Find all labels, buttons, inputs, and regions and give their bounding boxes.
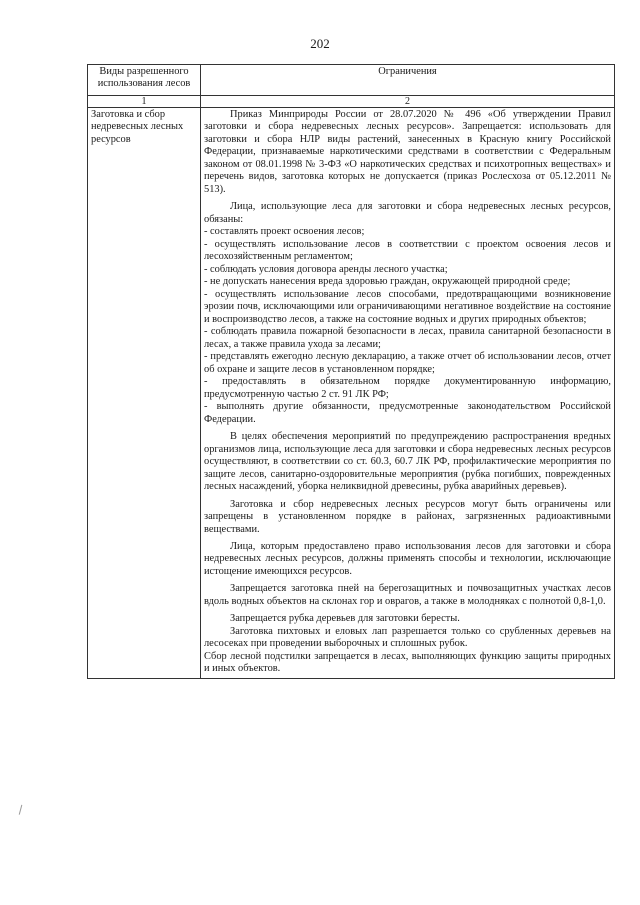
forest-use-kind: Заготовка и сбор недревесных лесных ресурсов (88, 108, 201, 679)
obligation-item: - представлять ежегодно лесную декларацию, а также отчет об использовании лесов, отчет об охране и защите лесов в установленном порядке; (204, 351, 611, 375)
obligation-item: - не допускать нанесения вреда здоровью граждан, окружающей природной среде; (204, 276, 571, 288)
paragraph-obligations-intro: Лица, использующие леса для заготовки и сбора недревесных лесных ресурсов, обязаны: (204, 201, 611, 225)
paragraph-resource-depletion: Лица, которым предоставлено право использования лесов для заготовки и сбора недревесных лесных ресурсов, должны применять способы и технологии, исключающие истощение имеющихся ресурсов. (204, 540, 611, 577)
restrictions-table (87, 64, 615, 679)
obligation-item: - осуществлять использование лесов в соответствии с проектом освоения лесов и лесохозяйственным регламентом; (204, 238, 611, 263)
column-number-row (88, 96, 615, 108)
obligation-item: - выполнять другие обязанности, предусмотренные законодательством Российской Федерации. (204, 401, 611, 425)
header-forest-use-types: Виды разрешенного использования лесов (88, 65, 201, 96)
scan-mark (19, 805, 24, 815)
column-number-2: 2 (201, 96, 615, 108)
paragraph-order-496: Приказ Минприроды России от 28.07.2020 № 496 «Об утверждении Правил заготовки и сбора недревесных лесных ресурсов». Запрещается: использовать для заготовки и сбора НЛР виды растений, занесенных в Красную книгу Российской Федерации, признаваемые наркотическими средствами в соответствии с Федеральным законом от 08.01.1998 № 3-ФЗ «О наркотических средствах и психотропных веществах» и перечень видов, заготовка которых не допускается (приказ Рослесхоза от 05.12.2011 № 513). (204, 109, 611, 195)
page-number: 202 (310, 36, 330, 51)
paragraph-stump-harvest: Запрещается заготовка пней на берегозащитных и почвозащитных участках лесов вдоль водных объектов на склонах гор и оврагов, а также в молодняках с полнотой 0,8-1,0. (204, 583, 611, 607)
obligation-item: - соблюдать правила пожарной безопасности в лесах, правила санитарной безопасности в лесах, а также правила ухода за лесами; (204, 326, 611, 350)
table-header-row (88, 65, 615, 96)
paragraph-pest-prevention: В целях обеспечения мероприятий по предупреждению распространения вредных организмов лица, использующие леса для заготовки и сбора недревесных лесных ресурсов осуществляют, в соответствии со ст. 60.3, 60.7 ЛК РФ, профилактические мероприятия по защите лесов, санитарно-оздоровительные мероприятия (рубка погибших, поврежденных лесных насаждений, уборка неликвидной древесины, рубка аварийных деревьев). (204, 431, 611, 493)
paragraph-fir-spruce-branches: Заготовка пихтовых и еловых лап разрешается только со срубленных деревьев на лесосеках при проведении выборочных и сплошных рубок. (204, 625, 611, 650)
obligation-item: - осуществлять использование лесов способами, предотвращающими возникновение эрозии почв, исключающими или ограничивающими негативное воздействие на состояние и воспроизводство лесов, а также на состояние водных и других природных объектов; (204, 288, 611, 325)
table-row (88, 108, 615, 679)
paragraph-forest-litter: Сбор лесной подстилки запрещается в лесах, выполняющих функцию защиты природных и иных объектов. (204, 650, 611, 675)
paragraph-birch-bark: Запрещается рубка деревьев для заготовки бересты. (230, 613, 460, 625)
header-restrictions: Ограничения (201, 65, 615, 96)
column-number-1: 1 (88, 96, 201, 108)
obligation-item: - составлять проект освоения лесов; (204, 226, 365, 238)
obligation-item: - соблюдать условия договора аренды лесного участка; (204, 263, 448, 275)
paragraph-radioactive-areas: Заготовка и сбор недревесных лесных ресурсов могут быть ограничены или запрещены в установленном порядке в районах, загрязненных радиоактивными веществами. (204, 498, 611, 535)
restrictions-text (201, 108, 615, 679)
obligation-item: - предоставлять в обязательном порядке документированную информацию, предусмотренную частью 2 ст. 91 ЛК РФ; (204, 376, 611, 400)
